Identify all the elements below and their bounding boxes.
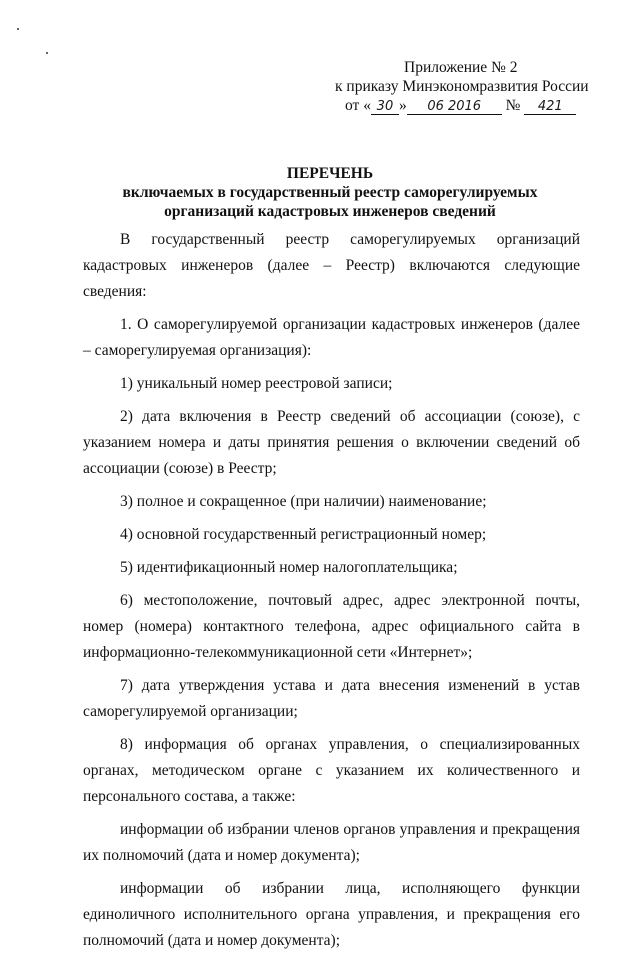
document-subtitle-line1: включаемых в государственный реестр саморегулируемых <box>122 184 538 201</box>
order-reference: к приказу Минэкономразвития России <box>335 78 589 95</box>
item-8-sub-2: информации об избрании лица, исполняющего функции единоличного исполнительного органа управления, и прекращения его полномочий (дата и номер документа); <box>83 880 580 949</box>
item-1: 1) уникальный номер реестровой записи; <box>120 375 393 392</box>
item-5: 5) идентификационный номер налогоплательщика; <box>120 559 458 576</box>
order-date-number <box>335 96 595 115</box>
handwritten-day: 30 <box>371 100 399 115</box>
item-8: 8) информация об органах управления, о специализированных органах, методическом органе с указанием их количественного и персонального состава, а также: <box>83 736 580 805</box>
item-8-sub-1: информации об избрании членов органов управления и прекращения их полномочий (дата и номер документа); <box>83 821 580 864</box>
item-6: 6) местоположение, почтовый адрес, адрес электронной почты, номер (номера) контактного телефона, адрес официального сайта в информационно-телекоммуникационной сети «Интернет»; <box>83 592 580 661</box>
document-body <box>83 227 580 954</box>
date-prefix: от « <box>345 97 371 114</box>
item-4: 4) основной государственный регистрационный номер; <box>120 526 487 543</box>
item-3: 3) полное и сокращенное (при наличии) наименование; <box>120 493 487 510</box>
document-subtitle-line2: организаций кадастровых инженеров сведений <box>164 203 496 220</box>
appendix-label: Приложение № 2 <box>404 59 518 76</box>
intro-paragraph: В государственный реестр саморегулируемых организаций кадастровых инженеров (далее – Реестр) включаются следующие сведения: <box>83 231 580 300</box>
scan-speck <box>46 52 48 54</box>
date-quote-close: » <box>398 97 407 114</box>
number-label: № <box>505 97 521 114</box>
document-title: ПЕРЕЧЕНЬ <box>286 165 374 182</box>
handwritten-order-number: 421 <box>524 100 576 115</box>
appendix-header <box>335 58 595 115</box>
section-1-heading: 1. О саморегулируемой организации кадастровых инженеров (далее – саморегулируемая организация): <box>83 316 580 359</box>
item-7: 7) дата утверждения устава и дата внесения изменений в устав саморегулируемой организации; <box>83 677 580 720</box>
scan-speck <box>17 28 19 30</box>
handwritten-month-year: 06 2016 <box>407 100 502 115</box>
item-2: 2) дата включения в Реестр сведений об ассоциации (союзе), с указанием номера и даты принятия решения о включении сведений об ассоциации (союзе) в Реестр; <box>83 408 580 477</box>
